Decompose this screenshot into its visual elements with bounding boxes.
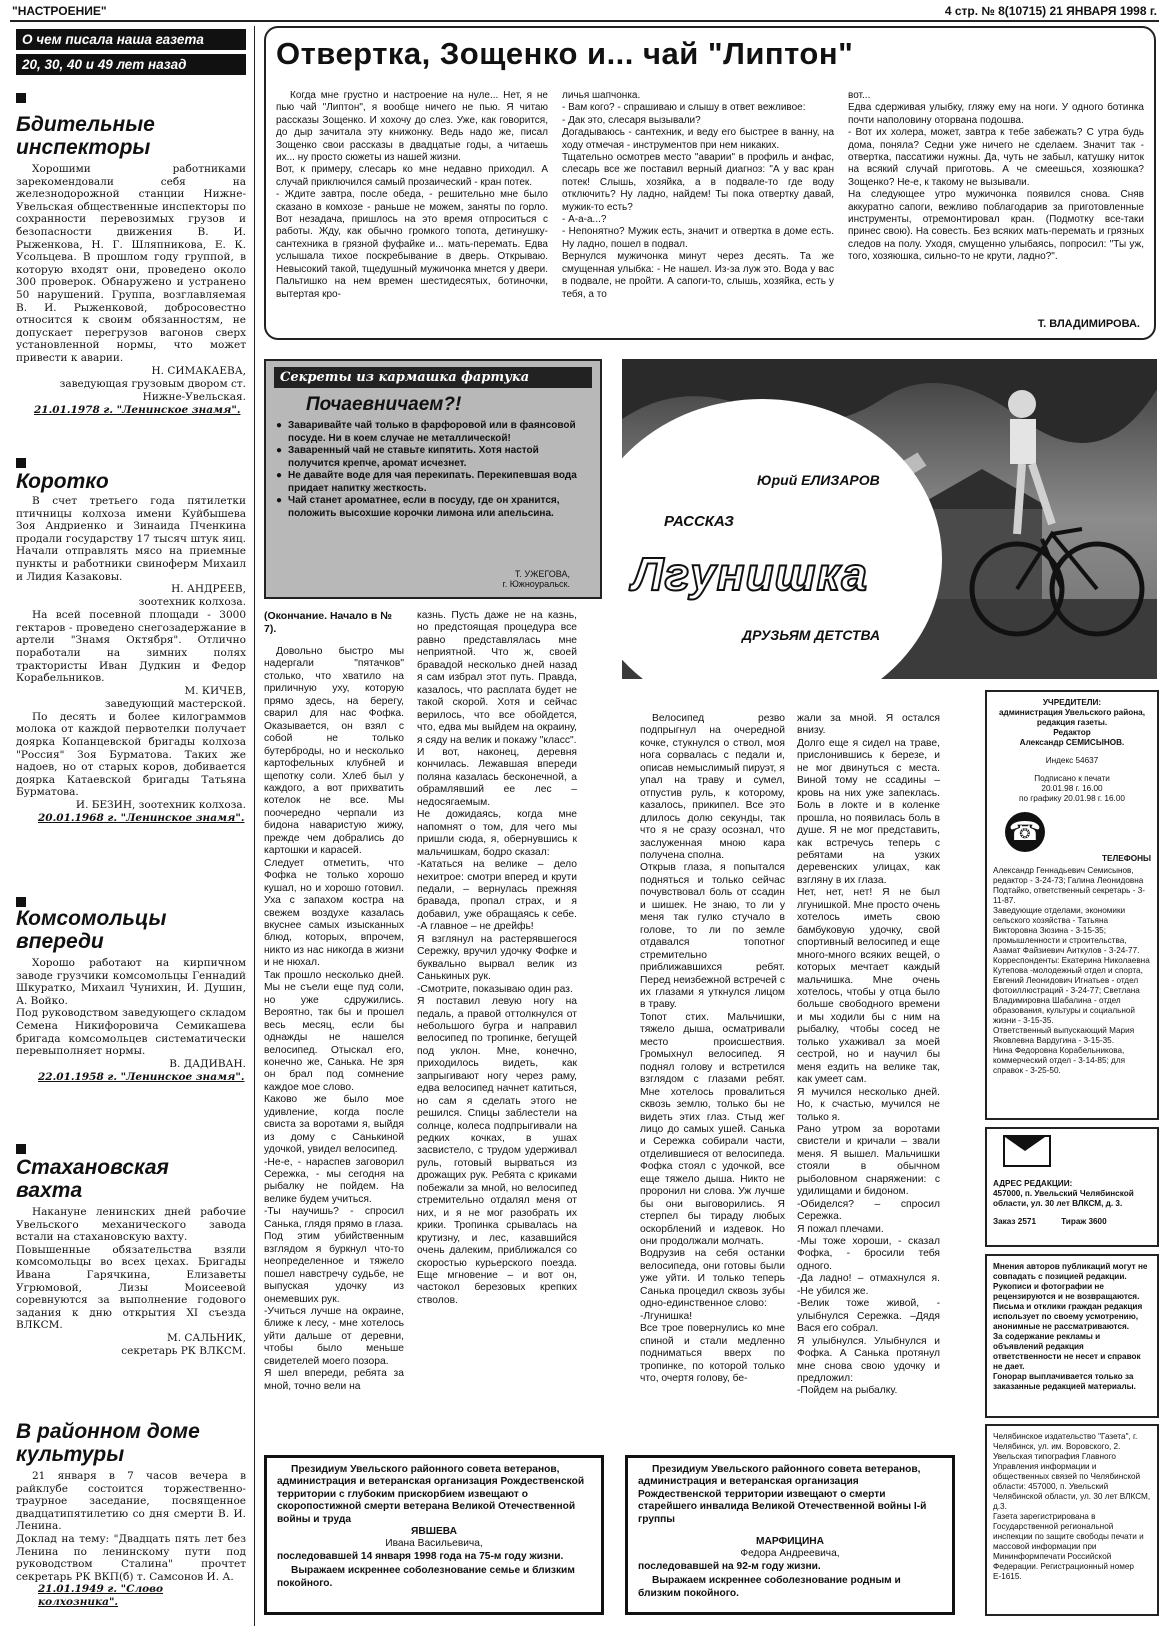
archive-item-signature: В. ДАДИВАН. [169,1057,246,1070]
archive-banner-line2: 20, 30, 40 и 49 лет назад [16,54,246,75]
obituary-fullname: Федора Андреевича, [740,1548,840,1560]
tips-item [276,445,590,470]
archive-item-body: В счет третьего года пятилетки птичницы колхоза имени Куйбышева Зоя Андриенко и Зинаида Пченкина продали государству 17 тысяч штук яиц. Начали отправлять мясо на приемные пункты и работники свиноферм Михаил и Лидия Казаковы. [16,495,246,583]
tips-box [264,359,602,599]
archive-item-signature: Н. СИМАКАЕВА, заведующая грузовым двором ст. Нижне-Увельская. [59,364,246,403]
archive-item-signature: М. КИЧЕВ, заведующий мастерской. [104,684,246,710]
order-number: Заказ 2571 [993,1217,1036,1226]
story-column: Велосипед резво подпрыгнул на очередной кочке, стукнулся о ствол, моя нога сорвалась с педали и, описав немыслимый пируэт, я упал на траву и сумел, отпустив руль, к которому, казалось, прикипел. Все это длилось долю секунды, так что я не сразу осознал, что заслуженная мною кара получена сполна. Открыв глаза, я попытался подняться и только сейчас почувствовал боль от ссадин и шишек. Не знаю, то ли у меня так гулко стучало в голове, то ли по земле отдавался топотног стремительно приближавшихся ребят. Перед неизбежной встречей с их глазами я уткнулся лицом в траву. Топот стих. Мальчишки, тяжело дыша, осматривали место происшествия. Громыхнул велосипед. Я поднял голову и встретился взглядом с глазами ребят. Мне хотелось провалиться сквозь землю, только бы не видеть этих глаз. Стыд жег лицо до самых ушей. Санька и Сережка собирали части, отделившиеся от велосипеда. Фофка стоял с удочкой, все еще тяжело дыша. Никто не проронил ни слова. Уж лучше бы они выговорились. Я стерпел бы тираду любых оскорблений и издевок. Но они продолжали молчать. Водрузив на себя останки велосипеда, они готовы были уже уйти. И только теперь Санька процедил сквозь зубы одно-единственное слово: -Лгунишка! Все трое повернулись ко мне спиной и стали медленно подниматься вверх по тропинке, по которой только что, очертя голову, бе- [640,713,785,1385]
obituary-details: последовавшей 14 января 1998 года на 75-м году жизни. [277,1550,564,1562]
envelope-flap [1005,1137,1045,1151]
section-name: "НАСТРОЕНИЕ" [12,4,107,18]
disclaimer-text: Мнения авторов публикаций могут не совпадать с позицией редакции. Рукописи и фотографии не рецензируются и не возвращаются. Письма и отклики граждан редакция использует по своему усмотрению, анонимные не рассматриваются. За содержание рекламы и объявлений редакция ответственности не несет и справок не дает. Гонорар выплачивается только за заказанные редакцией материалы. [993,1262,1148,1391]
archive-item-body: По десять и более килограммов молока от каждой первотелки получает доярка Копанцевской бригады колхоза "Россия" Зоя Бурматова. Таких же надоев, но от старых коров, добивается доярка Катаевской бригады Татьяна Бурматова. [16,710,246,799]
bullet-dot-icon: ● [276,495,283,506]
obituary-intro: Президиум Увельского районного совета ветеранов, администрация и ветеранская организация Рождественской территории извещают о смерти старейшего инвалида Великой Отечественной войны I-й группы [638,1464,927,1525]
story-illustration [622,359,1157,679]
tips-rubric: Секреты из кармашка фартука [274,367,592,388]
obituary [264,1455,604,1615]
imprint-phones-title: ТЕЛЕФОНЫ [1102,854,1151,863]
bullet-dot-icon: ● [276,420,283,431]
archive-item-title: Бдительные инспекторы [16,113,155,159]
obituary-fullname: Ивана Васильевича, [385,1538,483,1550]
disclaimer-box [985,1254,1159,1418]
imprint-index: Индекс 54637 [1045,756,1099,765]
bullet-square-icon [16,93,26,103]
address-box [985,1127,1159,1247]
archive-item-title: Коротко [16,470,109,493]
archive-banner-line1: О чем писала наша газета [16,29,246,50]
archive-item-title: Комсомольцы впереди [16,907,167,953]
archive-item-signature: И. БЕЗИН, зоотехник колхоза. [75,798,246,811]
archive-item-title: В районном доме культуры [16,1420,200,1466]
obituary-name: МАРФИЦИНА [756,1536,824,1548]
feature-column: вот... Едва сдерживая улыбку, гляжу ему на ноги. У одного ботинка почти наполовину оторвана подошва. - Вот их холера, может, завтра к тебе забежать? С утра будь дома, поняла? Седни уже ничего не сделаем. Значит так - отвертка, пассатижи нужны. Да, чуть не забыл, катушку ниток на всякий случай приготовь. А че смеешься, хозяюшка? Зощенко? Не-е, к такому не вызывали. На следующее утро мужичонка появился снова. Сняв аккуратно сапоги, вежливо поблагодарив за приготовленные инструменты, отремонтировал кран. (Подмотку все-таки принес свою). На совесть. Без всяких мать-перемать и грязных следов на полу. Уходя, смущенно улыбаясь, попросил: "Ты уж, того, хозяюшка, сильно-то не крути, ладно?". [848,90,1144,263]
archive-item [16,1144,246,1358]
archive-item-title: Стахановская вахта [16,1156,169,1202]
archive-item-source: 22.01.1958 г. "Ленинское знамя". [38,1070,245,1083]
archive-item [16,93,246,417]
story-column: жали за мной. Я остался внизу. Долго еще я сидел на траве, прислонившись к березе, и не мог двинуться с места. Виной тому не ссадины – кровь на них уже запеклась. Боль в локте и в коленке прошла, но появилась боль в душе. Я не мог представить, как встречусь теперь с ребятами на узких деревенских улицах, как взгляну в их глаза. Нет, нет, нет! Я не был лгунишкой. Мне просто очень хотелось иметь свою бамбуковую удочку, свой спортивный велосипед и еще много-много всяких вещей, о которых мечтает каждый мальчишка. Мне очень хотелось, чтобы у отца было больше свободного времени и мы ходили бы с ним на рыбалку, чтобы сосед не только ухаживал за моей сестрой, но и научил бы меня ездить на велике так, как умеет сам. Я мучился несколько дней. Но, к счастью, мучился не только я. Рано утром за воротами свистели и кричали – звали меня. Я вышел. Мальчишки стояли в обычном рыболовном снаряжении: с удилищами и бидоном. -Обиделся? – спросил Сережка. Я пожал плечами. -Мы тоже хороши, - сказал Фофка, - бросили тебя одного. -Да ладно! – отмахнулся я. -Не убился же. -Велик тоже живой, - улыбнулся Сережка. –Дядя Вася его собрал. Я улыбнулся. Улыбнулся и Фофка. А Санька протянул мне снова свою удочку и предложил: -Пойдем на рыбалку. [797,713,940,1397]
feature-title: Отвертка, Зощенко и... чай "Липтон" [276,36,854,71]
archive-item-body: Накануне ленинских дней рабочие Увельского механического завода встали на стахановскую вахту. Повышенные обязательства взяли комсомольцы во всех цехах. Бригады Ивана Гарячкина, Елизаветы Угрюмовой, Лизы Моисеевой соревнуются за выполнение годового задания к дню открытия XI съезда ВЛКСМ. [16,1206,246,1332]
archive-item-body: 21 января в 7 часов вечера в райклубе состоится торжественно-траурное заседание, посвященное двадцатипятилетию со дня смерти В. И. Ленина. Доклад на тему: "Двадцать пять лет без Ленина по ленинскому пути под руководством Сталина" прочтет секретарь РК ВКП(б) т. Самсонов И. А. [16,1470,246,1583]
feature-column: Когда мне грустно и настроение на нуле... Нет, я не пью чай "Липтон", я вообще ничего не пью. Я читаю рассказы Зощенко. И хохочу до слез. Уже, как говорится, до дыр зачитала эту книжонку. Ведь надо же, писал Зощенко свои рассказы в двадцатые годы, а читаешь их... ну просто сюжеты из нашей жизни. Вот, к примеру, слесарь ко мне недавно приходил. А случай приключился самый прозаический - кран потек. - Ждите завтра, после обеда, - решительно мне было сказано в комхозе - раньше не можем, заняты по горло. Вот незадача, пришлось на это время отпроситься с работы. Жду, как обычно громкого топота, детинушку-сантехника в грязной фуфайке и... мать-перемать. Едва услышала тихое поскребывание в дверь. Открываю. Невысокий такой, тщедушный мужичонка мнется у двери. Пальтишко на нем времен шестидесятых, ботиночки, вытертая кро- [276,90,548,300]
archive-item-body: Хорошо работают на кирпичном заводе грузчики комсомольцы Геннадий Шкуратко, Михаил Чунихин, И. Душин, А. Войко. Под руководством заведующего складом Семена Никифоровича Семикашева бригада комсомольцев систематически перевыполняет нормы. [16,957,246,1058]
story-dedication: ДРУЗЬЯМ ДЕТСТВА [742,627,881,643]
tips-item [276,495,590,520]
obituary-name: ЯВШЕВА [411,1526,457,1538]
tips-signature: Т. УЖЕГОВА, г. Южноуральск. [502,569,570,589]
obituary-details: последовавшей на 92-м году жизни. [638,1560,821,1572]
tips-item [276,420,590,445]
imprint-founders: УЧРЕДИТЕЛИ: администрация Увельского района, редакция газеты. Редактор Александр СЕМИСЫНОВ. [998,698,1146,747]
circulation: Тираж 3600 [1061,1217,1107,1226]
archive-item [16,1420,246,1609]
bullet-dot-icon: ● [276,470,283,481]
story-column: Довольно быстро мы надергали "пятачков" столько, что хватило на приличную уху, которую прямо здесь, на берегу, сварил для нас Фофка. Оказывается, он взял с собой не только бутерброды, но и несколько картофельных клубней и щепотку соли. Хлеб был у каждого, а вот прихватить котелок не все. Мы поочередно черпали из бидона наваристую жижу, прежде чем добрались до картошки и карасей. Следует отметить, что Фофка не только хорошо кушал, но и хорошо готовил. Уха с запахом костра на свежем воздухе казалась вкуснее самых изысканных блюд, которых, впрочем, никто из нас никогда в жизни и не нюхал. Так прошло несколько дней. Мы не съели еще пуд соли, но уже сдружились. Вероятно, так бы и прошел весь месяц, если бы однажды не нашелся велосипед. Отыскал его, конечно же, Санька. Не зря он брал под сомнение каждое мое слово. Каково же было мое удивление, когда после свиста за воротами я, выйдя из дому с Санькиной удочкой, увидел велосипед. -Не-е, - нараспев заговорил Сережка, - мы сегодня на рыбалку не пойдем. На велике будем учиться. -Ты научишь? - спросил Санька, глядя прямо в глаза. Под этим убийственным взглядом я буркнул что-то неопределенное и тяжело пошел навстречу судьбе, не выпуская удочку из онемевших рук. -Учиться лучше на окраине, ближе к лесу, - мне хотелось уйти дальше от деревни, чтобы было меньше свидетелей моего позора. Я шел впереди, ребята за мной, точно вели на [264,646,404,1392]
story-continuation: (Окончание. Начало в № 7). [264,610,392,635]
tips-item-text: Заваривайте чай только в фарфоровой или в фаянсовой посуде. Ни в коем случае не металлической! [288,420,576,444]
archive-item-signature: Н. АНДРЕЕВ, зоотехник колхоза. [138,583,246,609]
feature-article [264,26,1156,340]
obituary-condolence: Выражаем искреннее соболезнование семье и близким покойного. [277,1565,575,1589]
story-title: Лгунишка [632,548,868,600]
tips-item-text: Чай станет ароматнее, если в посуду, где он хранится, положить высохшие корочки лимона или апельсина. [288,495,560,519]
bullet-square-icon [16,458,26,468]
story-author: Юрий ЕЛИЗАРОВ [757,472,880,488]
tips-item-text: Заваренный чай не ставьте кипятить. Хотя настой получится крепче, аромат исчезнет. [288,445,539,469]
column-divider [254,26,255,1626]
address-title: АДРЕС РЕДАКЦИИ: [993,1179,1073,1188]
story-label: РАССКАЗ [664,513,734,530]
issue-info: 4 стр. № 8(10715) 21 ЯНВАРЯ 1998 г. [944,4,1157,18]
address-text: 457000, п. Увельский Челябинской области, ул. 30 лет ВЛКСМ, д. 3. [993,1189,1134,1208]
bullet-square-icon [16,897,26,907]
imprint-phones: Александр Геннадьевич Семисынов, редактор - 3-24-73; Галина Леонидовна Подтайко, ответственный секретарь - 3-11-87. Заведующие отделами, экономики сельского хозяйства - Татьяна Викторовна Зюзина - 3-15-35; промышленности и строительства, Азамат Файзиевич Аиткулов - 3-24-77. Корреспонденты: Екатерина Николаевна Кутепова -молодежный отдел и спорта, Евгений Леонидович Игнатьев - отдел фотоиллюстраций - 3-24-77; Светлана Владимировна Шабалина - отдел образования, культуры и социальной жизни - 3-15-35. Ответственный выпускающий Мария Яковлевна Вардугина - 3-15-35. Нина Федоровна Корабельникова, коммерческий отдел - 3-14-85; для справок - 3-25-50. [993,866,1150,1075]
archive-item-source: 21.01.1949 г. "Слово колхозника". [38,1583,164,1609]
feature-author: Т. ВЛАДИМИРОВА. [1037,318,1140,330]
bullet-square-icon [16,1144,26,1154]
bullet-dot-icon: ● [276,445,283,456]
archive-item-body: Хорошими работниками зарекомендовали себя на железнодорожной станции Нижне-Увельская общественные инспекторы по сохранности перевозимых грузов и безопасности движения В. И. Рыженкова, Н. Г. Шляпникова, Е. К. Усольцева. В прошлом году группой, в которую входят они, проведено около 300 проверок. Обнаружено и устранено 50 нарушений. Группа, возглавляемая В. И. Рыженковой, добросовестно относится к своим обязанностям, не допускает перегрузов вагонов сверх установленной нормы, что может привести к аварии. [16,163,246,364]
archive-item-body: На всей посевной площади - 3000 гектаров - проведено снегозадержание в артели "Знамя Октября". Отлично поработали на зимних полях трактористы Иван Дудкин и Федор Корабельников. [16,609,246,685]
archive-item [16,897,246,1084]
telephone-icon: ☎ [1005,812,1045,852]
obituary [625,1455,955,1615]
obituary-condolence: Выражаем искреннее соболезнование родным и близким покойного. [638,1575,901,1599]
publisher-box [985,1424,1159,1616]
archive-item [16,458,246,825]
feature-column: личья шапчонка. - Вам кого? - спрашиваю и слышу в ответ вежливое: - Дак это, слесаря вызывали? Догадываюсь - сантехник, и веду его быстрее в ванну, на ходу отмечая - инструментов при нем никаких. Тщательно осмотрев место "аварии" в профиль и анфас, слесарь все же поставил верный диагноз: "А у вас кран потек! Слышь, хозяйка, а в подвале-то где воду отключить? Ну ладно, найдем! Ты пока отвертку давай, мужик-то есть? - А-а-а...? - Непонятно? Мужик есть, значит и отвертка в доме есть. Ну ладно, пошел в подвал. Вернулся мужичонка минут через десять. Та же смущенная улыбка: - Не нашел. Из-за луж это. Вода у вас в подвале, не пройти. А сапоги-то, слышь, хозяйка, есть у тебя, а то [562,90,834,300]
story-column: казнь. Пусть даже не на казнь, но предстоящая процедура все равно представлялась мне неприятной. Что ж, своей бравадой несколько дней назад я сам избрал этот путь. Правда, казалось, что расплата будет не такой скорой. Хотя и сейчас верилось, что все обойдется, что, едва мы выйдем на окраину, я сяду на велик и покажу "класс". И вот, наконец, деревня кончилась. Лежавшая впереди поляна казалась бесконечной, а обрамлявший ее лес – недосягаемым. Не дожидаясь, когда мне напомнят о том, для чего мы пришли сюда, я, обернувшись к мальчишкам, бодро сказал: -Кататься на велике – дело нехитрое: смотри вперед и крути педали, – вернулась прежняя бравада, пропал страх, и я добавил, уже обращаясь к себе. -А главное – не дрейфь! Я взглянул на растерявшегося Сережку, вручил удочку Фофке и буквально вырвал велик из Санькиных рук. -Смотрите, показываю один раз. Я поставил левую ногу на педаль, а правой оттолкнулся от небольшого бугра и направил велосипед по тропинке, бегущей под уклон. Мне, конечно, приходилось видеть, как запрыгивают ногу через раму, едва велосипед начнет катиться, но сам я сделать этого не решился. Спицы заблестели на солнце, колеса подпрыгивали на редких кочках, в ушах засвистело, с трудом удерживал руль, готовый вырваться из дрожащих рук. Ребята с криками побежали за мной, но велосипед стремительно отдалял меня от них, и я не мог разобрать их крики. Тропинка срывалась на крутизну, и лес, казавшийся очень далеким, приближался со скоростью курьерского поезда. Еще мгновение – и вот он, частокол березовых крепких стволов. [417,610,577,1306]
archive-item-source: 20.01.1968 г. "Ленинское знамя". [38,811,245,824]
tips-item-text: Не давайте воде для чая перекипать. Перекипевшая вода придает напитку жесткость. [288,470,577,494]
archive-item-signature: М. САЛЬНИК, секретарь РК ВЛКСМ. [121,1331,246,1357]
tips-title: Почаевничаем?! [306,394,462,415]
header-rule [10,20,1159,22]
publisher-text: Челябинское издательство "Газета", г. Челябинск, ул. им. Воровского, 2. Увельская типография Главного Управления информации и общественных связей по Челябинской области: 457000, п. Увельский Челябинской области, ул. 30 лет ВЛКСМ, д.3. Газета зарегистрирована в Государственной региональной инспекции по защите свободы печати и массовой информации при Мининформпечати Российской Федерации. Регистрационный номер Е-1615. [993,1432,1151,1581]
envelope-icon [1003,1135,1051,1167]
obituary-intro: Президиум Увельского районного совета ветеранов, администрация и ветеранская организация Рождественской территории с глубоким прискорбием извещают о скоропостижной смерти ветерана Великой Отечественной войны и труда [277,1464,585,1525]
imprint-box [985,690,1159,1120]
archive-banner [16,29,246,75]
tips-item [276,470,590,495]
tips-list [276,420,590,520]
imprint-signed: Подписано к печати 20.01.98 г. 16.00 по графику 20.01.98 г. 16.00 [1019,774,1125,803]
archive-item-source: 21.01.1978 г. "Ленинское знамя". [34,403,241,416]
